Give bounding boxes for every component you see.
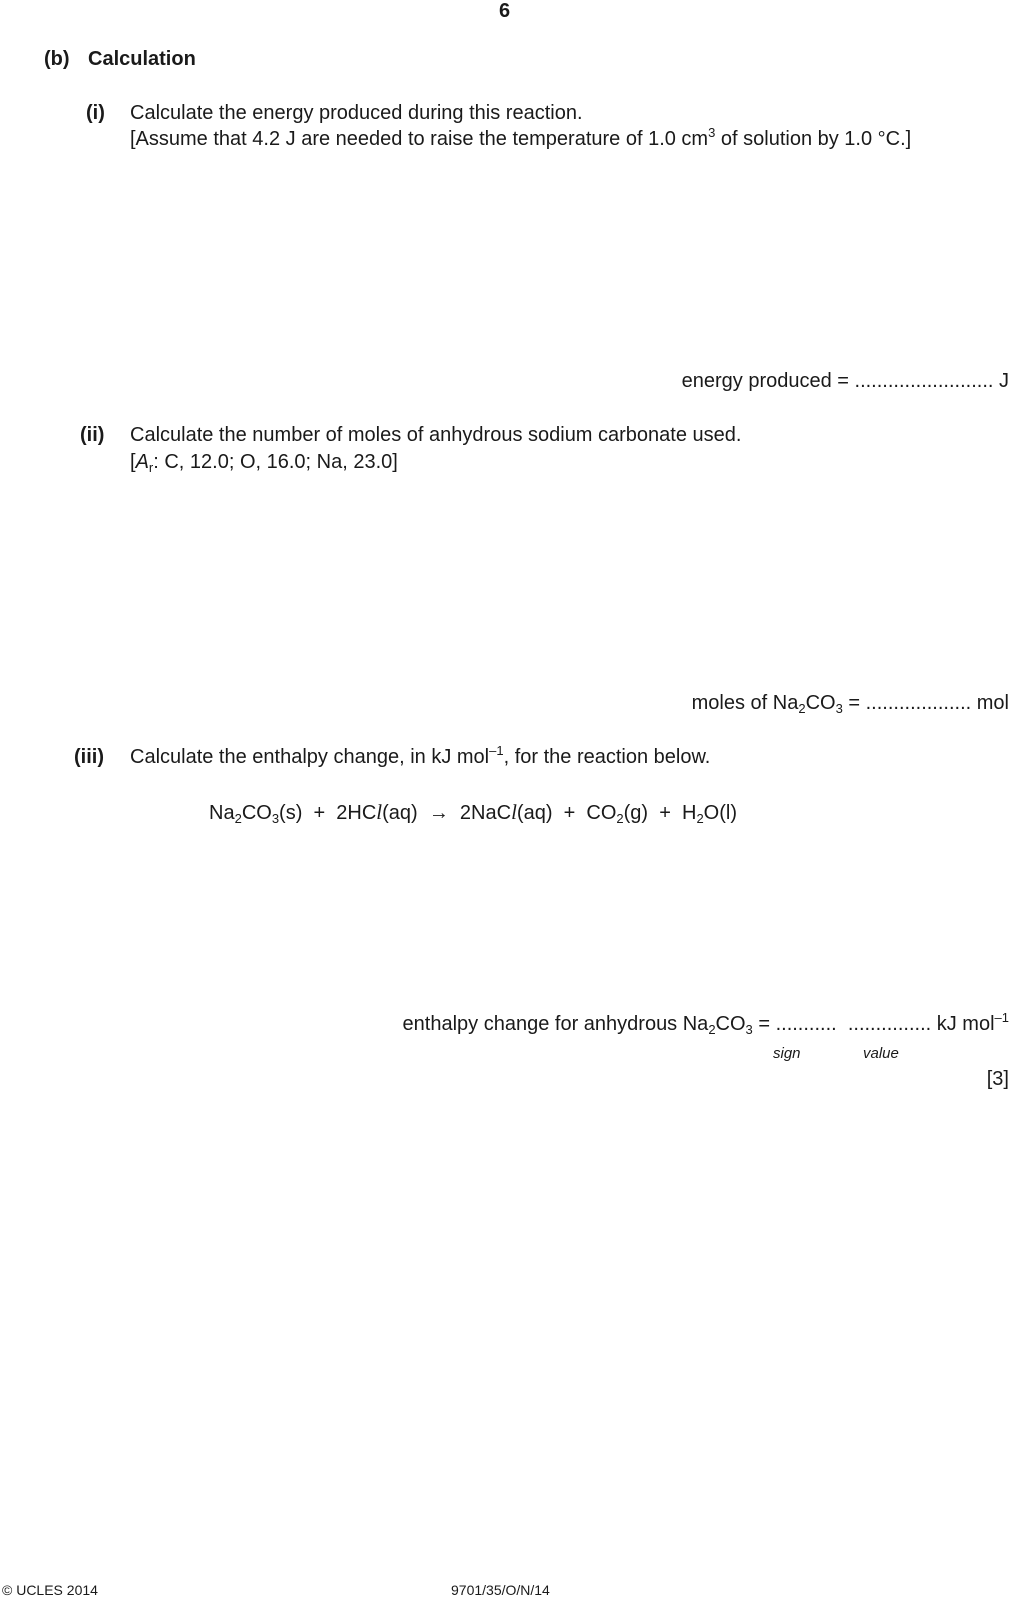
- enthalpy-label-pre: enthalpy change for anhydrous Na: [402, 1013, 709, 1035]
- page-number: 6: [498, 0, 511, 22]
- eq-sub-na2: 2: [234, 811, 242, 826]
- enthalpy-label-mid: CO: [715, 1013, 746, 1035]
- eq-sub-h2: 2: [696, 811, 704, 826]
- moles-sub-3: 3: [835, 701, 843, 716]
- footer-paper-code: 9701/35/O/N/14: [451, 1582, 550, 1598]
- eq-chlorine-l-1: l: [376, 800, 383, 824]
- ar-symbol: A: [135, 451, 149, 473]
- assumption-text-end: of solution by 1.0 °C.]: [715, 128, 912, 150]
- section-label: (b): [44, 48, 70, 70]
- eq-part-2: (aq) → 2NaC: [382, 802, 512, 824]
- footer-copyright: © UCLES 2014: [2, 1582, 98, 1598]
- enthalpy-sign-dots[interactable]: ...........: [775, 1013, 837, 1035]
- question-iii-text-end: , for the reaction below.: [503, 746, 711, 768]
- enthalpy-answer-line: [402, 1010, 1009, 1037]
- eq-co: CO: [241, 802, 272, 824]
- moles-label-mid: CO: [805, 692, 836, 714]
- energy-answer-unit: J: [993, 370, 1009, 392]
- ar-open-bracket: [: [130, 451, 136, 473]
- question-i-label: (i): [86, 102, 105, 124]
- eq-part-4: (g) + H: [623, 802, 697, 824]
- enthalpy-sub-3: 3: [745, 1022, 753, 1037]
- assumption-text-start: [Assume that 4.2 J are needed to raise the temperature of 1.0 cm: [130, 128, 709, 150]
- question-iii-label: (iii): [74, 746, 104, 768]
- energy-answer-dots[interactable]: .........................: [854, 370, 994, 392]
- question-ii-text: Calculate the number of moles of anhydrous sodium carbonate used.: [130, 424, 742, 446]
- moles-label-post: =: [842, 692, 866, 714]
- eq-part-5: O(l): [703, 802, 737, 824]
- marks-allocation: [3]: [986, 1068, 1009, 1090]
- cm-cubed-superscript: 3: [708, 125, 716, 140]
- enthalpy-sub-2: 2: [708, 1022, 716, 1037]
- value-caption: value: [863, 1045, 899, 1062]
- ar-values: : C, 12.0; O, 16.0; Na, 23.0]: [153, 451, 398, 473]
- question-iii-superscript: –1: [489, 743, 504, 758]
- moles-sub-2: 2: [798, 701, 806, 716]
- eq-part-3: (aq) + CO: [516, 802, 617, 824]
- energy-answer-label: energy produced =: [681, 370, 855, 392]
- enthalpy-label-post: =: [752, 1013, 776, 1035]
- eq-chlorine-l-2: l: [511, 800, 517, 824]
- moles-label-pre: moles of Na: [691, 692, 799, 714]
- eq-sub-co3: 3: [271, 811, 280, 826]
- section-title: Calculation: [88, 48, 196, 70]
- relative-atomic-masses: [130, 451, 398, 474]
- eq-sub-co2: 2: [616, 811, 624, 826]
- question-ii-label: (ii): [80, 424, 105, 446]
- moles-answer-line: [692, 692, 1009, 715]
- enthalpy-unit-superscript: –1: [994, 1010, 1009, 1025]
- question-iii-text: [130, 743, 711, 769]
- moles-answer-dots[interactable]: ...................: [865, 692, 972, 714]
- sign-caption: sign: [773, 1045, 801, 1062]
- eq-na: Na: [209, 802, 235, 824]
- question-i-assumption: [130, 125, 912, 151]
- eq-part-1: (s) + 2HC: [279, 802, 377, 824]
- enthalpy-value-dots[interactable]: ...............: [847, 1013, 932, 1035]
- energy-answer-line: [682, 370, 1009, 393]
- chemical-equation: [209, 800, 737, 825]
- question-iii-text-start: Calculate the enthalpy change, in kJ mol: [130, 746, 490, 768]
- enthalpy-unit: kJ mol: [931, 1013, 995, 1035]
- moles-answer-unit: mol: [971, 692, 1009, 714]
- ar-subscript: r: [148, 460, 154, 475]
- question-i-text: Calculate the energy produced during this reaction.: [130, 102, 583, 124]
